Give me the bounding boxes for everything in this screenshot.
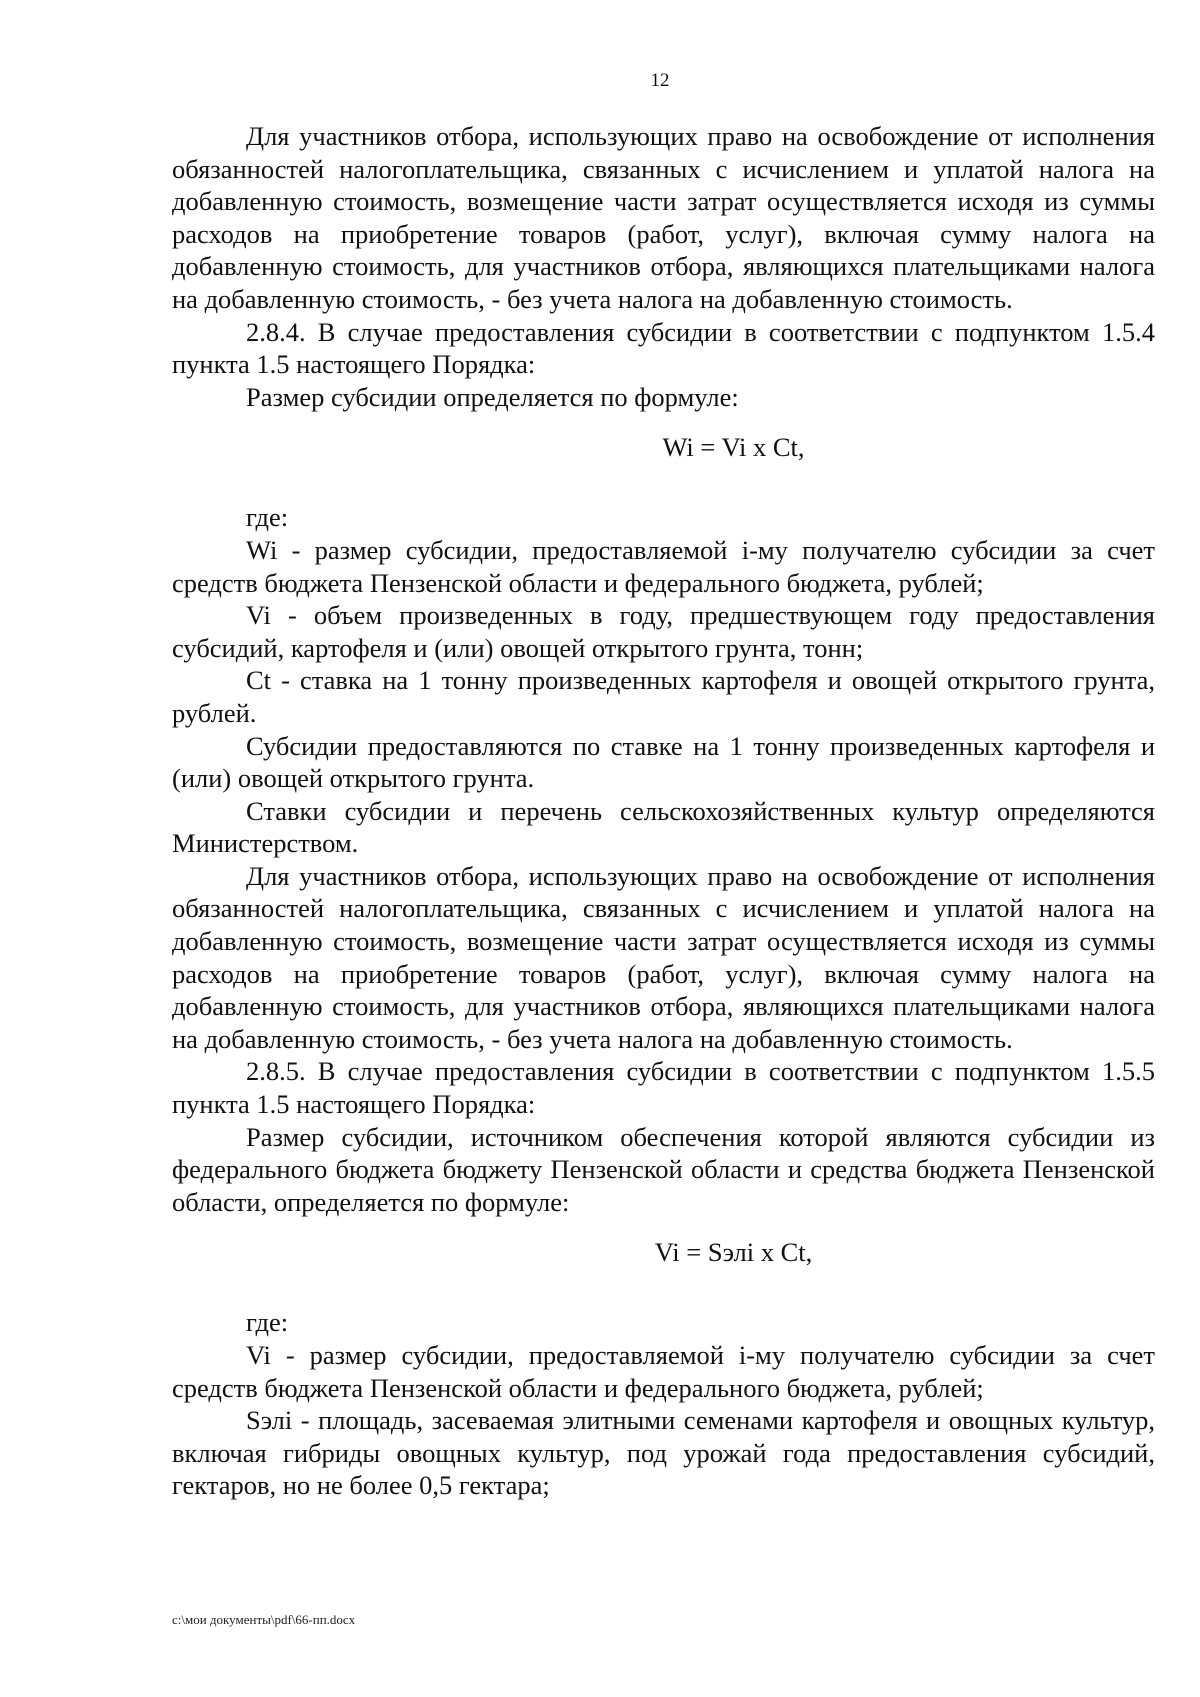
- paragraph: Размер субсидии, источником обеспечения которой являются субсидии из федерального бюджета бюджету Пензенской области и средства бюджета Пензенской области, определяется по формуле:: [172, 1121, 1155, 1217]
- paragraph: Размер субсидии определяется по формуле:: [246, 381, 739, 412]
- page-number: 12: [650, 70, 670, 91]
- paragraph: 2.8.5. В случае предоставления субсидии в соответствии с подпунктом 1.5.5 пункта 1.5 настоящего Порядка:: [172, 1056, 1155, 1120]
- document-body: [172, 120, 1155, 1502]
- paragraph: Vi - размер субсидии, предоставляемой i-му получателю субсидии за счет средств бюджета Пензенской области и федерального бюджета, рублей;: [172, 1340, 1155, 1403]
- where-label: где:: [246, 502, 289, 533]
- paragraph: Ставки субсидии и перечень сельскохозяйственных культур определяются Министерством.: [172, 795, 1155, 859]
- paragraph: Wi - размер субсидии, предоставляемой i-му получателю субсидии за счет средств бюджета Пензенской области и федерального бюджета, рублей;: [172, 534, 1155, 598]
- paragraph: Vi - объем произведенных в году, предшествующем году предоставления субсидий, картофеля и (или) овощей открытого грунта, тонн;: [172, 600, 1155, 663]
- paragraph: Для участников отбора, использующих право на освобождение от исполнения обязанностей налогоплательщика, связанных с исчислением и уплатой налога на добавленную стоимость, возмещение части затрат осуществляется исходя из суммы расходов на приобретение товаров (работ, услуг), включая сумму налога на добавленную стоимость, для участников отбора, являющихся плательщиками налога на добавленную стоимость, - без учета налога на добавленную стоимость.: [172, 860, 1155, 1054]
- where-label: где:: [246, 1307, 289, 1338]
- paragraph: Ct - ставка на 1 тонну произведенных картофеля и овощей открытого грунта, рублей.: [172, 665, 1155, 728]
- paragraph: 2.8.4. В случае предоставления субсидии в соответствии с подпунктом 1.5.4 пункта 1.5 настоящего Порядка:: [172, 316, 1155, 380]
- formula: Wi = Vi x Ct,: [662, 432, 805, 463]
- paragraph: Субсидии предоставляются по ставке на 1 тонну произведенных картофеля и (или) овощей открытого грунта.: [172, 730, 1155, 794]
- footer-file-path: с:\мои документы\pdf\66-пп.docx: [172, 1612, 356, 1627]
- paragraph: Для участников отбора, использующих право на освобождение от исполнения обязанностей налогоплательщика, связанных с исчислением и уплатой налога на добавленную стоимость, возмещение части затрат осуществляется исходя из суммы расходов на приобретение товаров (работ, услуг), включая сумму налога на добавленную стоимость, для участников отбора, являющихся плательщиками налога на добавленную стоимость, - без учета налога на добавленную стоимость.: [172, 121, 1155, 314]
- formula: Vi = Sэлi x Ct,: [654, 1237, 813, 1268]
- paragraph: Sэлi - площадь, засеваемая элитными семенами картофеля и овощных культур, включая гибриды овощных культур, под урожай года предоставления субсидий, гектаров, но не более 0,5 гектара;: [172, 1405, 1155, 1501]
